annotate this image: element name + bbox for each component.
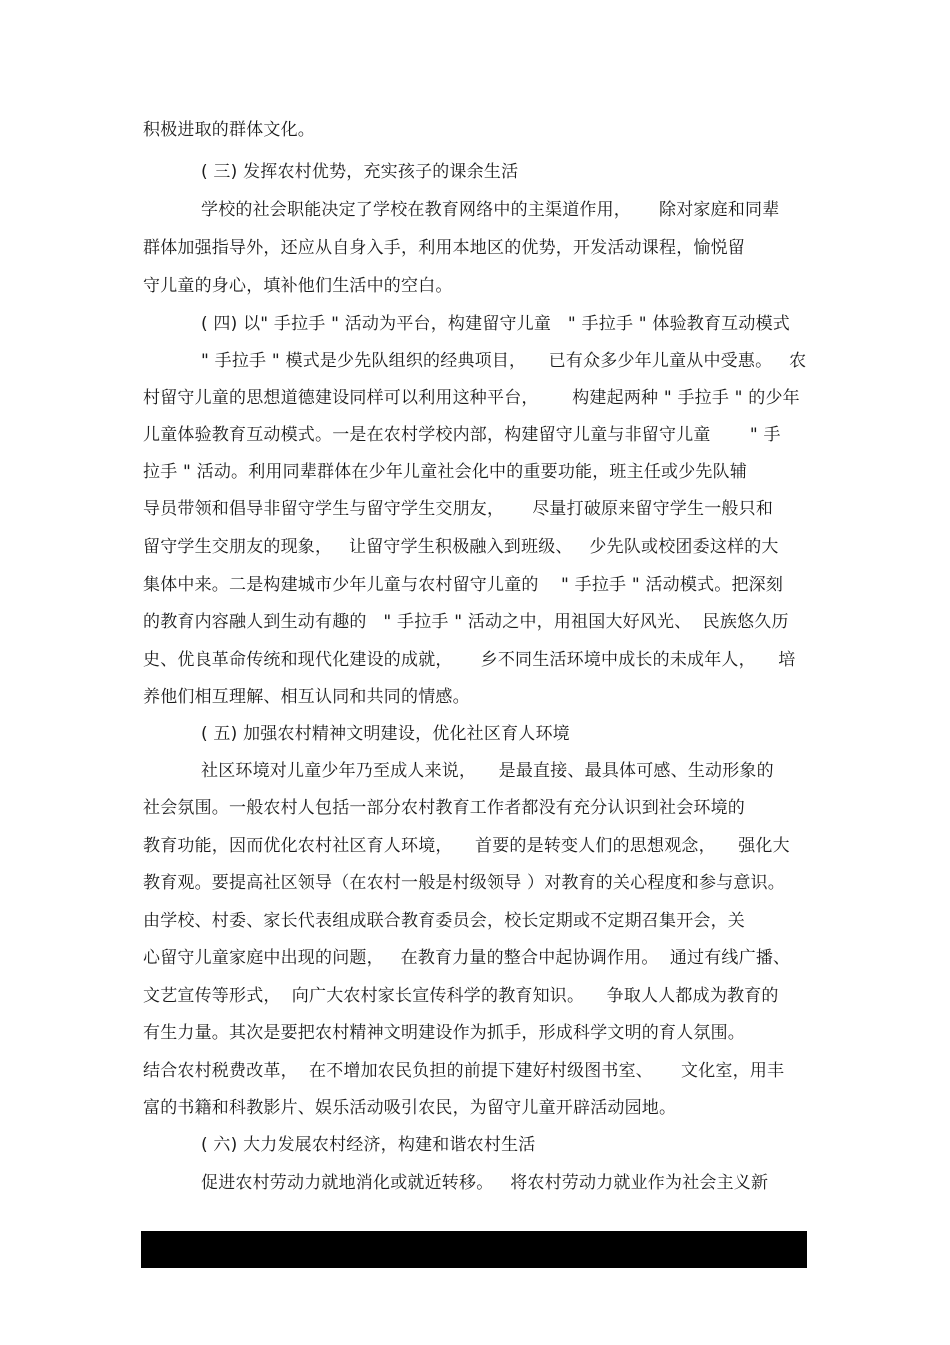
- section-heading-6: ( 六) 大力发展农村经济，构建和谐农村生活: [201, 1135, 536, 1155]
- footer-bar: [141, 1231, 807, 1268]
- section-heading-4: ( 四) 以" 手拉手 " 活动为平台，构建留守儿童 " 手拉手 " 体验教育互动模式: [201, 314, 790, 334]
- paragraph-line: 结合农村税费改革， 在不增加农民负担的前提下建好村级图书室、 文化室，用丰: [143, 1061, 785, 1081]
- paragraph-line: 社区环境对儿童少年乃至成人来说， 是最直接、最具体可感、生动形象的: [201, 761, 774, 781]
- paragraph-line: 心留守儿童家庭中出现的问题， 在教育力量的整合中起协调作用。 通过有线广播、: [143, 948, 791, 968]
- paragraph-line: 拉手 " 活动。利用同辈群体在少年儿童社会化中的重要功能，班主任或少先队辅: [143, 462, 748, 482]
- paragraph-line: 促进农村劳动力就地消化或就近转移。 将农村劳动力就业作为社会主义新: [201, 1173, 769, 1193]
- paragraph-line: 有生力量。其次是要把农村精神文明建设作为抓手，形成科学文明的育人氛围。: [143, 1023, 745, 1043]
- paragraph-line: 养他们相互理解、相互认同和共同的情感。: [143, 687, 470, 707]
- paragraph-line: 村留守儿童的思想道德建设同样可以利用这种平台， 构建起两种 " 手拉手 " 的少年: [143, 388, 800, 408]
- paragraph-line: 社会氛围。一般农村人包括一部分农村教育工作者都没有充分认识到社会环境的: [143, 798, 745, 818]
- paragraph-line: 导员带领和倡导非留守学生与留守学生交朋友， 尽量打破原来留守学生一般只和: [143, 499, 774, 519]
- paragraph-line: 由学校、村委、家长代表组成联合教育委员会，校长定期或不定期召集开会，关: [143, 911, 745, 931]
- paragraph-line: 教育功能，因而优化农村社区育人环境， 首要的是转变人们的思想观念， 强化大: [143, 836, 790, 856]
- paragraph-line: 群体加强指导外，还应从自身入手，利用本地区的优势，开发活动课程，愉悦留: [143, 238, 745, 258]
- paragraph-line: 学校的社会职能决定了学校在教育网络中的主渠道作用， 除对家庭和同辈: [201, 200, 780, 220]
- paragraph-line: 儿童体验教育互动模式。一是在农村学校内部，构建留守儿童与非留守儿童 " 手: [143, 425, 781, 445]
- paragraph-line: 教育观。要提高社区领导（在农村一般是村级领导 ）对教育的关心程度和参与意识。: [143, 873, 786, 893]
- paragraph-line: 文艺宣传等形式， 向广大农村家长宣传科学的教育知识。 争取人人都成为教育的: [143, 986, 779, 1006]
- paragraph-line: 留守学生交朋友的现象， 让留守学生积极融入到班级、 少先队或校团委这样的大: [143, 537, 779, 557]
- paragraph-line: 的教育内容融人到生动有趣的 " 手拉手 " 活动之中，用祖国大好风光、 民族悠久历: [143, 612, 789, 632]
- paragraph-line: 守儿童的身心，填补他们生活中的空白。: [143, 276, 453, 296]
- paragraph-line: 集体中来。二是构建城市少年儿童与农村留守儿童的 " 手拉手 " 活动模式。把深刻: [143, 575, 784, 595]
- paragraph-line: " 手拉手 " 模式是少先队组织的经典项目， 已有众多少年儿童从中受惠。 农: [201, 351, 807, 371]
- section-heading-3: ( 三) 发挥农村优势，充实孩子的课余生活: [201, 162, 519, 182]
- paragraph-line: 富的书籍和科教影片、娱乐活动吸引农民，为留守儿童开辟活动园地。: [143, 1098, 677, 1118]
- section-heading-5: ( 五) 加强农村精神文明建设，优化社区育人环境: [201, 724, 570, 744]
- paragraph-line: 史、优良革命传统和现代化建设的成就， 乡不同生活环境中成长的未成年人， 培: [143, 650, 796, 670]
- paragraph-line: 积极进取的群体文化。: [143, 120, 315, 140]
